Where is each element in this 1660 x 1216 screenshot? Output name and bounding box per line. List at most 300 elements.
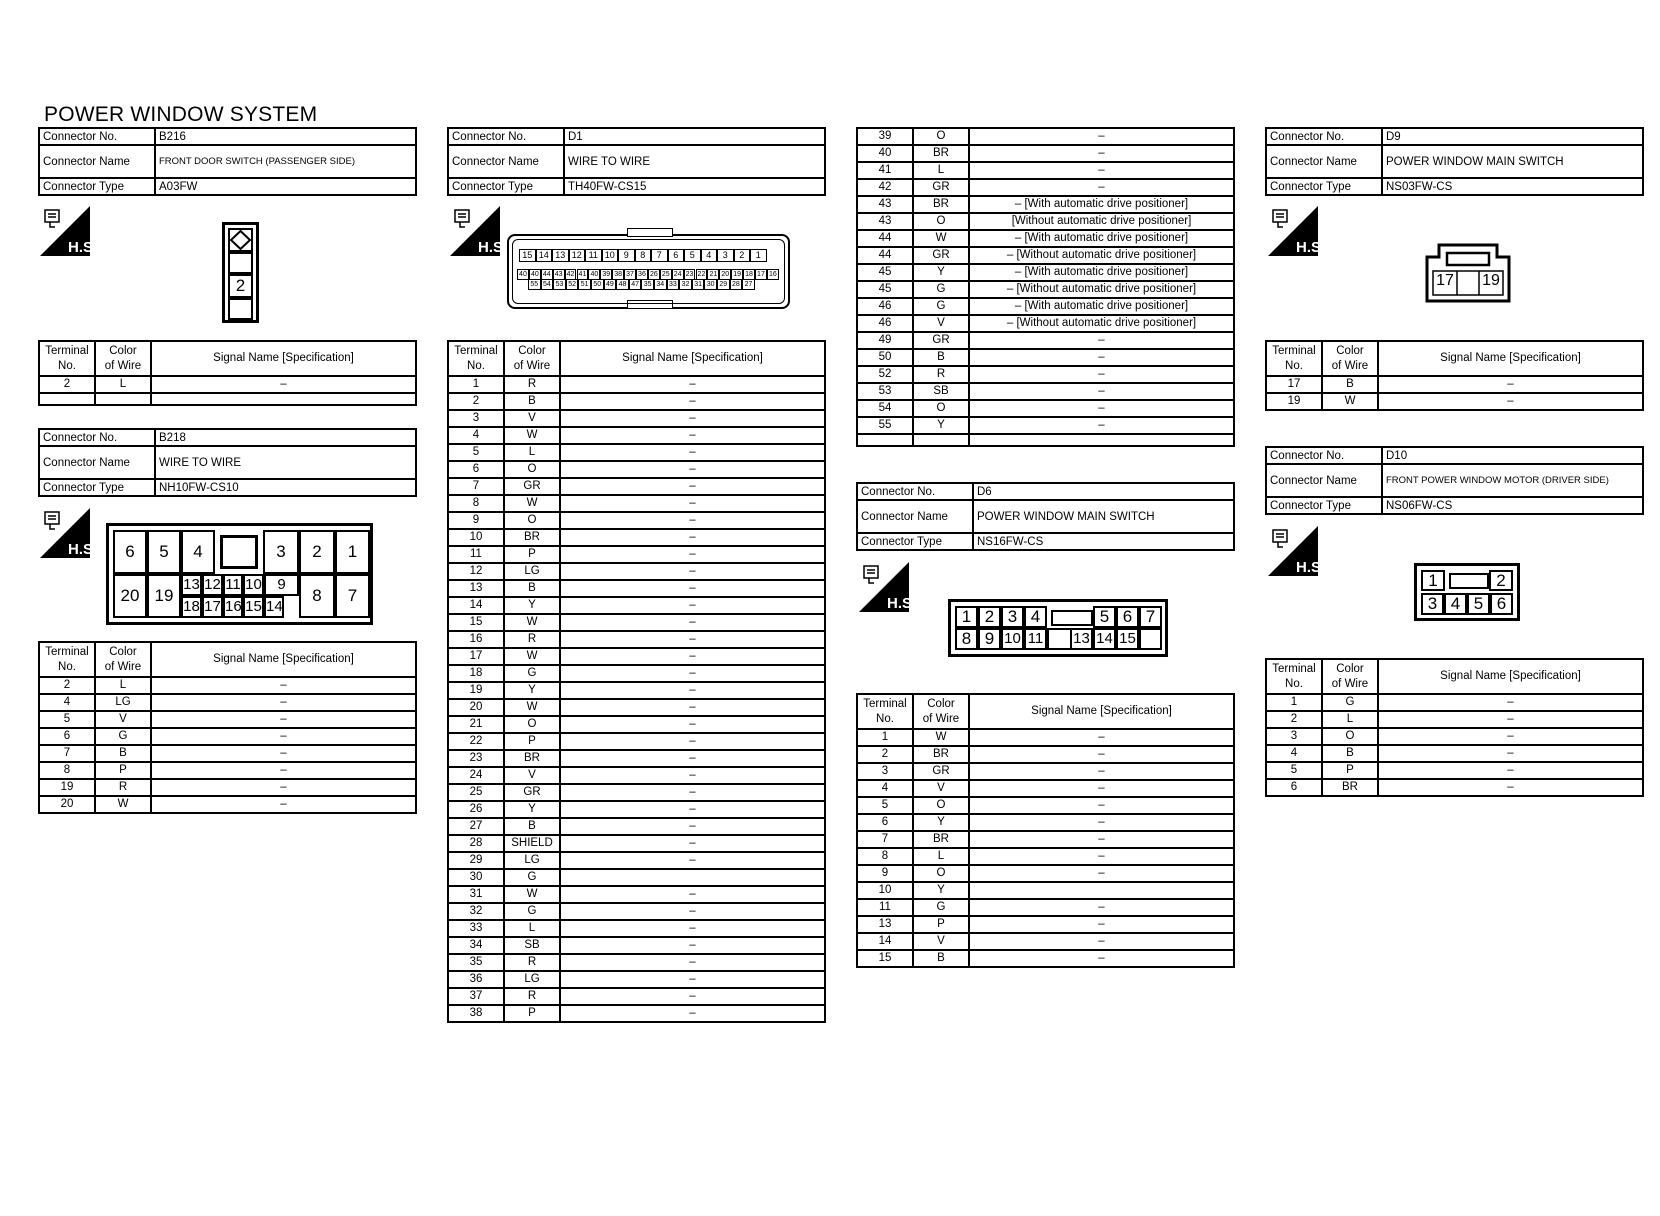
connector-no-label: Connector No.: [1266, 128, 1382, 145]
signal-name-cell: –: [560, 648, 825, 665]
signal-name-cell: – [With automatic drive positioner]: [969, 230, 1234, 247]
pin-6: 6: [668, 249, 685, 262]
pin-8: 8: [955, 628, 978, 650]
wire-color-cell: BR: [913, 145, 969, 162]
terminal-no-cell: 6: [448, 461, 504, 478]
wire-color-cell: V: [913, 933, 969, 950]
table-row: [857, 417, 1234, 434]
terminal-no-cell: 36: [448, 971, 504, 988]
table-row: [448, 461, 825, 478]
terminal-header: Terminal No.: [39, 642, 95, 677]
pin-8: 8: [299, 574, 335, 618]
pin-7: 7: [335, 574, 370, 618]
table-row: [448, 954, 825, 971]
terminal-no-cell: 15: [857, 950, 913, 967]
signal-name-cell: –: [560, 529, 825, 546]
pin-2: 2: [734, 249, 751, 262]
wire-color-cell: P: [913, 916, 969, 933]
terminal-no-cell: 2: [1266, 711, 1322, 728]
pin-14: 14: [536, 249, 553, 262]
terminal-no-cell: 53: [857, 383, 913, 400]
terminal-no-cell: 25: [448, 784, 504, 801]
signal-name-cell: [969, 882, 1234, 899]
pin-52: 52: [566, 279, 579, 290]
signal-name-cell: –: [1378, 376, 1643, 393]
pin-3: 3: [717, 249, 734, 262]
signal-name-cell: –: [560, 546, 825, 563]
table-row: [39, 711, 416, 728]
wire-color-cell: W: [504, 648, 560, 665]
pin-13: 13: [552, 249, 569, 262]
connector-header-d9: [1265, 127, 1644, 196]
wire-color-cell: R: [913, 366, 969, 383]
table-row: [857, 383, 1234, 400]
table-row: [448, 988, 825, 1005]
signal-name-cell: –: [560, 461, 825, 478]
signal-name-cell: –: [969, 780, 1234, 797]
wire-color-cell: L: [913, 162, 969, 179]
table-row: [857, 264, 1234, 281]
pin-5: 5: [684, 249, 701, 262]
table-row: [857, 950, 1234, 967]
connector-face-d6: [948, 599, 1168, 657]
pin-11: 11: [585, 249, 602, 262]
wire-color-cell: O: [913, 400, 969, 417]
signal-name-cell: – [With automatic drive positioner]: [969, 196, 1234, 213]
wire-color-cell: W: [504, 495, 560, 512]
signal-name-cell: –: [969, 383, 1234, 400]
connector-no-label: Connector No.: [39, 128, 155, 145]
table-row: [39, 745, 416, 762]
wire-color-cell: G: [504, 869, 560, 886]
connector-no-value: B218: [155, 429, 416, 446]
terminal-table-d6: [856, 693, 1235, 968]
pin-18: 18: [743, 269, 755, 280]
wire-color-cell: LG: [504, 971, 560, 988]
table-row: [448, 444, 825, 461]
wire-color-cell: GR: [913, 332, 969, 349]
pin-24: 24: [672, 269, 684, 280]
pin-17: 17: [1436, 272, 1454, 289]
connector-no-label: Connector No.: [39, 429, 155, 446]
pin-41: 41: [577, 269, 589, 280]
pin-26: 26: [648, 269, 660, 280]
connector-face-d9: [1425, 243, 1511, 303]
wire-color-cell: B: [95, 745, 151, 762]
signal-name-cell: –: [560, 393, 825, 410]
signal-header: Signal Name [Specification]: [151, 642, 416, 677]
table-row: [857, 933, 1234, 950]
pin-10: 10: [243, 574, 264, 596]
wire-color-cell: Y: [504, 801, 560, 818]
table-row: [857, 400, 1234, 417]
pin-3: 3: [1421, 593, 1444, 615]
terminal-no-cell: 17: [448, 648, 504, 665]
connector-no-value: D9: [1382, 128, 1643, 145]
connector-no-label: Connector No.: [1266, 447, 1382, 464]
table-row: [448, 784, 825, 801]
wire-color-cell: V: [504, 410, 560, 427]
wire-color-cell: V: [913, 780, 969, 797]
signal-name-cell: –: [560, 427, 825, 444]
wire-color-cell: O: [504, 512, 560, 529]
signal-header: Signal Name [Specification]: [560, 341, 825, 376]
connector-name-label: Connector Name: [39, 446, 155, 479]
pin-18: 18: [181, 596, 202, 618]
table-row: [448, 852, 825, 869]
hs-label: H.S.: [1296, 239, 1326, 256]
pin-42: 42: [565, 269, 577, 280]
table-row: [448, 971, 825, 988]
signal-name-cell: –: [1378, 779, 1643, 796]
terminal-no-cell: 44: [857, 247, 913, 264]
hs-label: H.S.: [1296, 559, 1326, 576]
terminal-table-b216: [38, 340, 417, 406]
signal-name-cell: –: [560, 835, 825, 852]
signal-name-cell: –: [1378, 762, 1643, 779]
wire-color-cell: W: [1322, 393, 1378, 410]
pin-30: 30: [704, 279, 717, 290]
signal-name-cell: –: [560, 767, 825, 784]
wire-color-cell: L: [1322, 711, 1378, 728]
connector-header-d1: [447, 127, 826, 196]
wire-color-cell: LG: [95, 694, 151, 711]
signal-name-cell: –: [151, 694, 416, 711]
wire-color-cell: G: [913, 281, 969, 298]
pin-2: 2: [299, 530, 335, 574]
pin-31: 31: [692, 279, 705, 290]
table-row: [857, 882, 1234, 899]
signal-name-cell: –: [969, 162, 1234, 179]
wire-color-cell: B: [913, 950, 969, 967]
pin-2: 2: [1489, 570, 1513, 591]
terminal-table-d1: [447, 340, 826, 1023]
pin-16: 16: [767, 269, 779, 280]
table-row: [448, 512, 825, 529]
wire-color-cell: O: [504, 461, 560, 478]
terminal-no-cell: 28: [448, 835, 504, 852]
pin-15: 15: [519, 249, 536, 262]
wire-color-cell: BR: [913, 196, 969, 213]
pin-34: 34: [654, 279, 667, 290]
wire-color-cell: V: [95, 711, 151, 728]
harness-side-icon: [40, 206, 98, 256]
terminal-no-cell: 8: [39, 762, 95, 779]
hs-label: H.S.: [68, 541, 98, 558]
table-row: [1266, 376, 1643, 393]
terminal-header: Terminal No.: [448, 341, 504, 376]
signal-name-cell: –: [560, 852, 825, 869]
wire-color-cell: R: [504, 631, 560, 648]
signal-name-cell: –: [560, 733, 825, 750]
table-row: [857, 145, 1234, 162]
connector-header-d10: [1265, 446, 1644, 515]
pin-17: 17: [202, 596, 223, 618]
pin-12: 12: [569, 249, 586, 262]
connector-name-value: FRONT DOOR SWITCH (PASSENGER SIDE): [155, 145, 416, 178]
color-header: Color of Wire: [913, 694, 969, 729]
table-row: [448, 393, 825, 410]
pin-11: 11: [1024, 628, 1047, 650]
terminal-no-cell: 1: [857, 729, 913, 746]
table-row: [1266, 393, 1643, 410]
wire-color-cell: P: [95, 762, 151, 779]
terminal-no-cell: 32: [448, 903, 504, 920]
pin-13: 13: [1070, 628, 1093, 650]
terminal-no-cell: 14: [857, 933, 913, 950]
connector-type-value: NS16FW-CS: [973, 533, 1234, 550]
terminal-no-cell: 38: [448, 1005, 504, 1022]
table-row: [448, 614, 825, 631]
table-row: [448, 410, 825, 427]
terminal-no-cell: 22: [448, 733, 504, 750]
wire-color-cell: GR: [504, 784, 560, 801]
terminal-no-cell: 18: [448, 665, 504, 682]
terminal-no-cell: 6: [39, 728, 95, 745]
pin-37: 37: [624, 269, 636, 280]
signal-name-cell: – [Without automatic drive positioner]: [969, 247, 1234, 264]
signal-name-cell: –: [560, 478, 825, 495]
signal-header: Signal Name [Specification]: [1378, 659, 1643, 694]
lock-tab: [627, 228, 673, 237]
table-row: [857, 729, 1234, 746]
wire-color-cell: W: [504, 427, 560, 444]
wire-color-cell: LG: [504, 852, 560, 869]
wire-color-cell: Y: [913, 882, 969, 899]
pin-6: 6: [1116, 606, 1139, 628]
connector-header-b218: [38, 428, 417, 497]
wire-color-cell: O: [504, 716, 560, 733]
signal-header: Signal Name [Specification]: [969, 694, 1234, 729]
pin-9: 9: [264, 574, 299, 596]
table-row: [39, 762, 416, 779]
terminal-header: Terminal No.: [39, 341, 95, 376]
color-header: Color of Wire: [504, 341, 560, 376]
terminal-no-cell: 46: [857, 315, 913, 332]
table-row: [857, 899, 1234, 916]
terminal-no-cell: 27: [448, 818, 504, 835]
table-row: [857, 831, 1234, 848]
connector-header-b216: [38, 127, 417, 196]
table-row: [857, 247, 1234, 264]
wire-color-cell: Y: [504, 597, 560, 614]
terminal-no-cell: 6: [857, 814, 913, 831]
connector-name-label: Connector Name: [857, 500, 973, 533]
wire-color-cell: G: [95, 728, 151, 745]
terminal-no-cell: 4: [39, 694, 95, 711]
signal-name-cell: –: [151, 745, 416, 762]
terminal-table-d10: [1265, 658, 1644, 797]
terminal-no-cell: 19: [1266, 393, 1322, 410]
connector-face-d10: [1414, 563, 1520, 621]
color-header: Color of Wire: [1322, 659, 1378, 694]
terminal-no-cell: 20: [39, 796, 95, 813]
wire-color-cell: L: [504, 920, 560, 937]
terminal-no-cell: 49: [857, 332, 913, 349]
terminal-no-cell: 46: [857, 298, 913, 315]
terminal-header: Terminal No.: [1266, 659, 1322, 694]
signal-name-cell: –: [969, 916, 1234, 933]
table-row: [448, 495, 825, 512]
pin-29: 29: [717, 279, 730, 290]
signal-name-cell: –: [969, 366, 1234, 383]
wire-color-cell: W: [504, 699, 560, 716]
connector-type-value: A03FW: [155, 178, 416, 195]
connector-type-label: Connector Type: [1266, 497, 1382, 514]
terminal-no-cell: 44: [857, 230, 913, 247]
connector-type-value: TH40FW-CS15: [564, 178, 825, 195]
pin-22: 22: [696, 269, 708, 280]
signal-name-cell: –: [560, 784, 825, 801]
terminal-no-cell: 19: [39, 779, 95, 796]
terminal-header: Terminal No.: [1266, 341, 1322, 376]
hs-label: H.S.: [478, 239, 508, 256]
connector-name-label: Connector Name: [1266, 464, 1382, 497]
table-row: [39, 694, 416, 711]
signal-name-cell: –: [969, 933, 1234, 950]
signal-name-cell: –: [560, 1005, 825, 1022]
wire-color-cell: G: [913, 298, 969, 315]
signal-name-cell: –: [560, 512, 825, 529]
signal-name-cell: –: [969, 763, 1234, 780]
wire-color-cell: W: [95, 796, 151, 813]
terminal-no-cell: 23: [448, 750, 504, 767]
table-row: [1266, 728, 1643, 745]
terminal-no-cell: 12: [448, 563, 504, 580]
table-row: [448, 801, 825, 818]
signal-name-cell: –: [969, 950, 1234, 967]
pin-25: 25: [660, 269, 672, 280]
signal-name-cell: –: [560, 818, 825, 835]
table-row: [448, 1005, 825, 1022]
wire-color-cell: GR: [913, 179, 969, 196]
pin-14: 14: [1093, 628, 1116, 650]
pin-39: 39: [600, 269, 612, 280]
wire-color-cell: L: [504, 444, 560, 461]
pin-4: 4: [1444, 593, 1467, 615]
terminal-no-cell: 7: [857, 831, 913, 848]
signal-name-cell: –: [1378, 728, 1643, 745]
pin-5: 5: [1093, 606, 1116, 628]
table-row: [448, 529, 825, 546]
terminal-no-cell: 20: [448, 699, 504, 716]
pin-53: 53: [553, 279, 566, 290]
signal-name-cell: –: [151, 677, 416, 694]
connector-type-label: Connector Type: [39, 479, 155, 496]
table-row: [857, 162, 1234, 179]
table-row: [448, 835, 825, 852]
terminal-no-cell: 9: [448, 512, 504, 529]
connector-no-label: Connector No.: [448, 128, 564, 145]
signal-name-cell: –: [560, 699, 825, 716]
terminal-no-cell: 1: [1266, 694, 1322, 711]
terminal-no-cell: 9: [857, 865, 913, 882]
pin-10: 10: [1001, 628, 1024, 650]
terminal-no-cell: 16: [448, 631, 504, 648]
terminal-no-cell: 45: [857, 264, 913, 281]
wire-color-cell: P: [504, 1005, 560, 1022]
pin-6: 6: [113, 530, 147, 574]
terminal-no-cell: 31: [448, 886, 504, 903]
terminal-no-cell: 3: [1266, 728, 1322, 745]
wire-color-cell: R: [95, 779, 151, 796]
terminal-no-cell: 2: [448, 393, 504, 410]
table-row: [448, 478, 825, 495]
signal-name-cell: [560, 869, 825, 886]
table-row: [857, 213, 1234, 230]
terminal-no-cell: 8: [448, 495, 504, 512]
table-row: [39, 779, 416, 796]
wire-color-cell: W: [504, 886, 560, 903]
pin-16: 16: [223, 596, 243, 618]
terminal-no-cell: 2: [39, 677, 95, 694]
table-row: [857, 315, 1234, 332]
signal-name-cell: –: [969, 814, 1234, 831]
table-row: [857, 281, 1234, 298]
terminal-no-cell: 19: [448, 682, 504, 699]
terminal-no-cell: 35: [448, 954, 504, 971]
connector-name-value: POWER WINDOW MAIN SWITCH: [1382, 145, 1643, 178]
wire-color-cell: Y: [504, 682, 560, 699]
terminal-no-cell: 5: [39, 711, 95, 728]
wire-color-cell: SB: [913, 383, 969, 400]
table-row: [39, 376, 416, 393]
signal-name-cell: –: [969, 746, 1234, 763]
terminal-no-cell: 17: [1266, 376, 1322, 393]
terminal-no-cell: 13: [448, 580, 504, 597]
signal-name-cell: –: [560, 495, 825, 512]
terminal-no-cell: 6: [1266, 779, 1322, 796]
connector-no-value: D10: [1382, 447, 1643, 464]
terminal-no-cell: 3: [857, 763, 913, 780]
signal-name-cell: –: [560, 971, 825, 988]
color-header: Color of Wire: [1322, 341, 1378, 376]
pin-28: 28: [730, 279, 743, 290]
wire-color-cell: SB: [504, 937, 560, 954]
pin-38: 38: [612, 269, 624, 280]
terminal-no-cell: 15: [448, 614, 504, 631]
wire-color-cell: GR: [913, 247, 969, 264]
wire-color-cell: W: [913, 729, 969, 746]
table-row: [1266, 745, 1643, 762]
hs-label: H.S.: [887, 595, 917, 612]
terminal-no-cell: 34: [448, 937, 504, 954]
signal-name-cell: –: [969, 128, 1234, 145]
wire-color-cell: B: [1322, 745, 1378, 762]
signal-name-cell: –: [1378, 711, 1643, 728]
table-row: [1266, 694, 1643, 711]
pin-36: 36: [636, 269, 648, 280]
table-row: [448, 699, 825, 716]
table-row: [448, 648, 825, 665]
wire-color-cell: P: [504, 733, 560, 750]
signal-name-cell: –: [969, 865, 1234, 882]
harness-side-icon: [1268, 526, 1326, 576]
table-row: [1266, 711, 1643, 728]
harness-side-icon: [1268, 206, 1326, 256]
terminal-table-d1-continued: [856, 127, 1235, 447]
pin-5: 5: [1467, 593, 1490, 615]
pin-20: 20: [719, 269, 731, 280]
signal-name-cell: – [With automatic drive positioner]: [969, 264, 1234, 281]
signal-name-cell: –: [560, 801, 825, 818]
terminal-no-cell: 8: [857, 848, 913, 865]
table-row: [857, 179, 1234, 196]
pin-32: 32: [679, 279, 692, 290]
wire-color-cell: SHIELD: [504, 835, 560, 852]
signal-header: Signal Name [Specification]: [1378, 341, 1643, 376]
signal-name-cell: –: [560, 631, 825, 648]
